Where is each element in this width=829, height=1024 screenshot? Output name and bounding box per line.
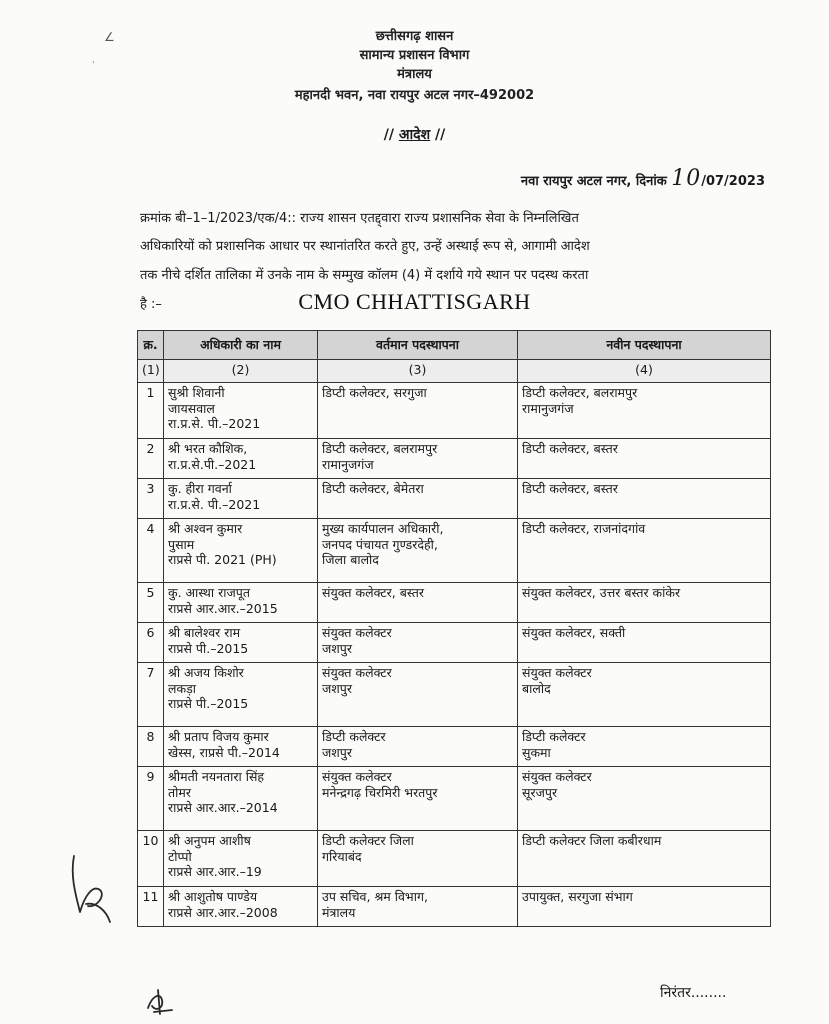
cell-text-line: श्री अजय किशोर <box>168 665 244 680</box>
current-posting-cell <box>318 383 518 439</box>
cell-text-line: रामानुजगंज <box>322 456 374 472</box>
cell-text-line: रा.प्र.से. पी.–2021 <box>168 496 261 512</box>
cell-text-line: संयुक्त कलेक्टर, सक्ती <box>522 625 626 640</box>
cell-text-line: पुसाम <box>168 536 195 552</box>
column-number-row <box>138 360 771 383</box>
table-row <box>138 479 771 519</box>
date-day-handwritten: 10 <box>671 166 702 191</box>
officer-name-cell <box>164 439 318 479</box>
current-posting-cell <box>318 479 518 519</box>
officer-name-cell <box>164 887 318 927</box>
cell-text-line: श्री अश्वन कुमार <box>168 521 243 536</box>
body-line-2: अधिकारियों को प्रशासनिक आधार पर स्थानांतरित करते हुए, उन्हें अस्थाई रूप से, आगामी आदेश <box>140 239 590 254</box>
cell-text-line: डिप्टी कलेक्टर, राजनांदगांव <box>522 521 646 536</box>
order-title-text: आदेश <box>398 127 431 143</box>
cell-text-line: जिला बालोद <box>322 552 379 567</box>
column-number: (2) <box>164 360 318 383</box>
cell-text-line: मंत्रालय <box>322 904 356 920</box>
new-posting-cell <box>518 583 771 623</box>
cell-text-line: जशपुर <box>322 680 352 696</box>
cell-text-line: डिप्टी कलेक्टर, बस्तर <box>522 441 618 456</box>
scan-mark: · <box>92 58 95 68</box>
order-title <box>0 125 829 144</box>
header-officer-name: अधिकारी का नाम <box>164 331 318 360</box>
serial-number-cell: 10 <box>138 831 164 887</box>
cell-text-line: सुश्री शिवानी <box>168 385 225 400</box>
new-posting-cell <box>518 663 771 727</box>
cell-text-line: संयुक्त कलेक्टर <box>522 665 592 680</box>
cell-text-line: श्री भरत कौशिक, <box>168 441 248 456</box>
cell-text-line: खेस्स, राप्रसे पी.–2014 <box>168 744 280 760</box>
cell-text-line: बालोद <box>522 680 551 696</box>
cell-text-line: डिप्टी कलेक्टर, बलरामपुर <box>322 441 438 456</box>
table-header-row <box>138 331 771 360</box>
current-posting-cell <box>318 831 518 887</box>
table-row <box>138 383 771 439</box>
cell-text-line: जायसवाल <box>168 400 215 416</box>
new-posting-cell <box>518 623 771 663</box>
serial-number-cell: 1 <box>138 383 164 439</box>
handwritten-initial <box>142 986 178 1016</box>
cell-text-line: डिप्टी कलेक्टर <box>522 729 586 744</box>
body-line-4: है :– <box>140 297 162 312</box>
cell-text-line: राप्रसे आर.आर.–2014 <box>168 800 278 815</box>
date-line <box>521 166 765 191</box>
table-row <box>138 663 771 727</box>
cell-text-line: सुकमा <box>522 744 551 760</box>
ministry-name: मंत्रालय <box>397 67 432 82</box>
cell-text-line: श्री अनुपम आशीष <box>168 833 251 848</box>
serial-number-cell: 7 <box>138 663 164 727</box>
date-month-year: /07/2023 <box>701 174 765 189</box>
cell-text-line: उपायुक्त, सरगुजा संभाग <box>522 889 633 904</box>
government-name: छत्तीसगढ़ शासन <box>375 29 454 44</box>
cell-text-line: श्रीमती नयनतारा सिंह <box>168 769 265 784</box>
cell-text-line: राप्रसे पी.–2015 <box>168 640 249 656</box>
scan-mark: ∠ <box>104 30 115 44</box>
cell-text-line: कु. आस्था राजपूत <box>168 585 250 600</box>
watermark-text: CMO CHHATTISGARH <box>298 289 531 314</box>
serial-number-cell: 3 <box>138 479 164 519</box>
serial-number-cell: 6 <box>138 623 164 663</box>
body-line-3: तक नीचे दर्शित तालिका में उनके नाम के सम्मुख कॉलम (4) में दर्शाये गये स्थान पर पदस्थ करता <box>140 268 589 283</box>
current-posting-cell <box>318 519 518 583</box>
serial-number-cell: 2 <box>138 439 164 479</box>
cell-text-line: रा.प्र.से. पी.–2021 <box>168 416 261 431</box>
table-row <box>138 519 771 583</box>
officer-name-cell <box>164 583 318 623</box>
continued-marker: निरंतर........ <box>660 985 727 1001</box>
header-new-posting: नवीन पदस्थापना <box>518 331 771 360</box>
cell-text-line: श्री प्रताप विजय कुमार <box>168 729 269 744</box>
cell-text-line: तोमर <box>168 784 191 800</box>
cell-text-line: राप्रसे आर.आर.–2015 <box>168 600 278 616</box>
officer-name-cell <box>164 831 318 887</box>
current-posting-cell <box>318 887 518 927</box>
cell-text-line: रामानुजगंज <box>522 400 574 416</box>
new-posting-cell <box>518 383 771 439</box>
current-posting-cell <box>318 439 518 479</box>
serial-number-cell: 9 <box>138 767 164 831</box>
column-number: (4) <box>518 360 771 383</box>
cell-text-line: श्री आशुतोष पाण्डेय <box>168 889 258 904</box>
current-posting-cell <box>318 583 518 623</box>
serial-number-cell: 8 <box>138 727 164 767</box>
current-posting-cell <box>318 623 518 663</box>
cell-text-line: श्री बालेश्वर राम <box>168 625 241 640</box>
cell-text-line: जशपुर <box>322 640 352 656</box>
table-row <box>138 623 771 663</box>
table-row <box>138 767 771 831</box>
address-line: महानदी भवन, नवा रायपुर अटल नगर–492002 <box>294 88 535 103</box>
cell-text-line: उप सचिव, श्रम विभाग, <box>322 889 428 904</box>
cell-text-line: राप्रसे पी. 2021 (PH) <box>168 552 277 567</box>
cell-text-line: राप्रसे पी.–2015 <box>168 696 249 711</box>
cell-text-line: गरियाबंद <box>322 848 362 864</box>
officer-name-cell <box>164 663 318 727</box>
officer-name-cell <box>164 479 318 519</box>
order-prefix: // <box>383 127 394 143</box>
table-row <box>138 831 771 887</box>
table-row <box>138 583 771 623</box>
cell-text-line: डिप्टी कलेक्टर, बेमेतरा <box>322 481 424 496</box>
serial-number-cell: 4 <box>138 519 164 583</box>
date-place: नवा रायपुर अटल नगर, दिनांक <box>520 174 667 189</box>
officer-name-cell <box>164 519 318 583</box>
cell-text-line: जशपुर <box>322 744 352 760</box>
column-number: (3) <box>318 360 518 383</box>
current-posting-cell <box>318 663 518 727</box>
new-posting-cell <box>518 767 771 831</box>
officer-name-cell <box>164 383 318 439</box>
serial-number-cell: 5 <box>138 583 164 623</box>
new-posting-cell <box>518 479 771 519</box>
cell-text-line: राप्रसे आर.आर.–19 <box>168 864 262 879</box>
cell-text-line: संयुक्त कलेक्टर, बस्तर <box>322 585 424 600</box>
cell-text-line: जनपद पंचायत गुण्डरदेही, <box>322 536 438 552</box>
cell-text-line: मनेन्द्रगढ़ चिरमिरी भरतपुर <box>322 784 438 800</box>
serial-number-cell: 11 <box>138 887 164 927</box>
table-row <box>138 439 771 479</box>
cell-text-line: डिप्टी कलेक्टर, बलरामपुर <box>522 385 638 400</box>
handwritten-signature <box>66 850 116 930</box>
cell-text-line: मुख्य कार्यपालन अधिकारी, <box>322 521 444 536</box>
cell-text-line: कु. हीरा गवर्ना <box>168 481 232 496</box>
current-posting-cell <box>318 767 518 831</box>
cell-text-line: डिप्टी कलेक्टर जिला <box>322 833 414 848</box>
table-body <box>138 383 771 927</box>
officer-name-cell <box>164 727 318 767</box>
cell-text-line: लकड़ा <box>168 680 197 696</box>
table-row <box>138 887 771 927</box>
order-suffix: // <box>435 127 446 143</box>
officer-name-cell <box>164 767 318 831</box>
new-posting-cell <box>518 887 771 927</box>
transfer-table <box>137 330 771 927</box>
cell-text-line: संयुक्त कलेक्टर <box>322 625 392 640</box>
new-posting-cell <box>518 727 771 767</box>
new-posting-cell <box>518 519 771 583</box>
officer-name-cell <box>164 623 318 663</box>
cell-text-line: रा.प्र.से.पी.–2021 <box>168 456 257 472</box>
cell-text-line: राप्रसे आर.आर.–2008 <box>168 904 278 920</box>
cell-text-line: संयुक्त कलेक्टर <box>322 665 392 680</box>
table-row <box>138 727 771 767</box>
header-current-posting: वर्तमान पदस्थापना <box>318 331 518 360</box>
cell-text-line: संयुक्त कलेक्टर, उत्तर बस्तर कांकेर <box>522 585 681 600</box>
cell-text-line: टोप्पो <box>168 848 192 864</box>
body-line-1: क्रमांक बी–1–1/2023/एक/4:: राज्य शासन एतद्द्वारा राज्य प्रशासनिक सेवा के निम्नलिखित <box>140 211 579 226</box>
cell-text-line: संयुक्त कलेक्टर <box>522 769 592 784</box>
cell-text-line: डिप्टी कलेक्टर, सरगुजा <box>322 385 427 400</box>
header-serial: क्र. <box>138 331 164 360</box>
cell-text-line: संयुक्त कलेक्टर <box>322 769 392 784</box>
cell-text-line: डिप्टी कलेक्टर <box>322 729 386 744</box>
cell-text-line: डिप्टी कलेक्टर, बस्तर <box>522 481 618 496</box>
cell-text-line: सूरजपुर <box>522 784 558 800</box>
department-name: सामान्य प्रशासन विभाग <box>359 48 470 63</box>
new-posting-cell <box>518 831 771 887</box>
column-number: (1) <box>138 360 164 383</box>
new-posting-cell <box>518 439 771 479</box>
cell-text-line: डिप्टी कलेक्टर जिला कबीरधाम <box>522 833 662 848</box>
current-posting-cell <box>318 727 518 767</box>
